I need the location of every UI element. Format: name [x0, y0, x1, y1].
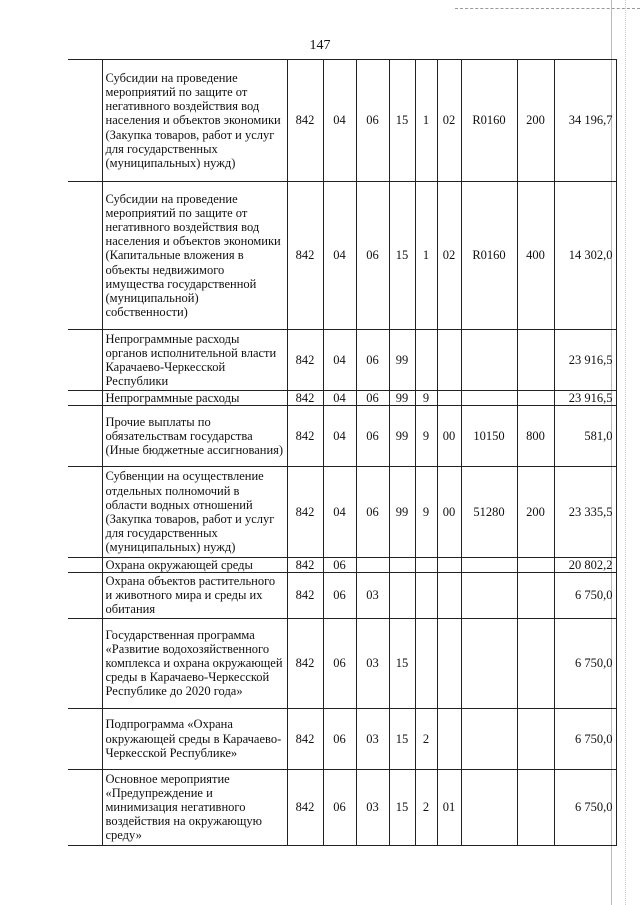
vr-code [517, 330, 554, 391]
direction-code [461, 573, 517, 619]
vr-code [517, 708, 554, 769]
blank-cell [68, 391, 102, 406]
table-row [68, 467, 616, 558]
row-sum: 23 335,5 [554, 467, 616, 558]
vr-code: 200 [517, 60, 554, 182]
pr-code: 06 [356, 330, 389, 391]
rz-code: 04 [323, 467, 356, 558]
direction-code: 10150 [461, 406, 517, 467]
ved-code: 842 [287, 467, 323, 558]
pr-code: 03 [356, 573, 389, 619]
direction-code [461, 708, 517, 769]
table-row [68, 330, 616, 391]
subprogram-code: 2 [415, 708, 437, 769]
program-code: 15 [389, 618, 415, 708]
measure-code: 01 [437, 769, 461, 845]
rz-code: 06 [323, 708, 356, 769]
row-name: Субвенции на осуществление отдельных полномочий в области водных отношений (Закупка товаров, работ и услуг для государственных (муниципальных) нужд) [102, 467, 287, 558]
ved-code: 842 [287, 558, 323, 573]
vr-code [517, 391, 554, 406]
rz-code: 04 [323, 60, 356, 182]
budget-table [68, 59, 617, 846]
subprogram-code: 2 [415, 769, 437, 845]
rz-code: 06 [323, 769, 356, 845]
page-number: 147 [309, 38, 331, 53]
direction-code [461, 618, 517, 708]
blank-cell [68, 60, 102, 182]
vr-code: 400 [517, 182, 554, 330]
measure-code [437, 391, 461, 406]
row-name: Государственная программа «Развитие водохозяйственного комплекса и охрана окружающей среды в Карачаево-Черкесской Республике до 2020 года» [102, 618, 287, 708]
row-name: Субсидии на проведение мероприятий по защите от негативного воздействия вод населения и объектов экономики (Закупка товаров, работ и услуг для государственных (муниципальных) нужд) [102, 60, 287, 182]
row-sum: 6 750,0 [554, 618, 616, 708]
rz-code: 06 [323, 558, 356, 573]
subprogram-code [415, 618, 437, 708]
pr-code: 03 [356, 769, 389, 845]
ved-code: 842 [287, 708, 323, 769]
pr-code: 06 [356, 391, 389, 406]
scan-edge-line-2 [625, 0, 626, 905]
ved-code: 842 [287, 573, 323, 619]
direction-code: R0160 [461, 60, 517, 182]
row-sum: 34 196,7 [554, 60, 616, 182]
table-row [68, 406, 616, 467]
program-code: 15 [389, 60, 415, 182]
measure-code [437, 573, 461, 619]
pr-code: 03 [356, 708, 389, 769]
direction-code [461, 558, 517, 573]
scan-top-dash [455, 8, 640, 9]
row-name: Основное мероприятие «Предупреждение и минимизация негативного воздействия на окружающую среду» [102, 769, 287, 845]
program-code: 99 [389, 391, 415, 406]
measure-code: 02 [437, 60, 461, 182]
subprogram-code: 1 [415, 182, 437, 330]
subprogram-code: 9 [415, 467, 437, 558]
subprogram-code [415, 573, 437, 619]
measure-code [437, 708, 461, 769]
ved-code: 842 [287, 406, 323, 467]
vr-code: 800 [517, 406, 554, 467]
ved-code: 842 [287, 391, 323, 406]
subprogram-code [415, 558, 437, 573]
ved-code: 842 [287, 618, 323, 708]
measure-code: 00 [437, 406, 461, 467]
row-sum: 6 750,0 [554, 708, 616, 769]
row-name: Охрана объектов растительного и животного мира и среды их обитания [102, 573, 287, 619]
pr-code: 06 [356, 60, 389, 182]
blank-cell [68, 618, 102, 708]
blank-cell [68, 573, 102, 619]
measure-code [437, 618, 461, 708]
blank-cell [68, 406, 102, 467]
row-sum: 14 302,0 [554, 182, 616, 330]
vr-code [517, 769, 554, 845]
measure-code: 02 [437, 182, 461, 330]
table-row [68, 391, 616, 406]
row-sum: 23 916,5 [554, 330, 616, 391]
subprogram-code: 9 [415, 391, 437, 406]
pr-code: 06 [356, 406, 389, 467]
vr-code [517, 558, 554, 573]
ved-code: 842 [287, 182, 323, 330]
subprogram-code: 1 [415, 60, 437, 182]
vr-code: 200 [517, 467, 554, 558]
table-row [68, 573, 616, 619]
pr-code [356, 558, 389, 573]
ved-code: 842 [287, 330, 323, 391]
rz-code: 06 [323, 573, 356, 619]
row-name: Прочие выплаты по обязательствам государства (Иные бюджетные ассигнования) [102, 406, 287, 467]
row-name: Непрограммные расходы [102, 391, 287, 406]
ved-code: 842 [287, 769, 323, 845]
row-name: Подпрограмма «Охрана окружающей среды в Карачаево-Черкесской Республике» [102, 708, 287, 769]
row-sum: 581,0 [554, 406, 616, 467]
row-name: Субсидии на проведение мероприятий по защите от негативного воздействия вод населения и объектов экономики (Капитальные вложения в объекты недвижимого имущества государственной (муниципальной) собственности) [102, 182, 287, 330]
measure-code [437, 558, 461, 573]
blank-cell [68, 558, 102, 573]
rz-code: 04 [323, 182, 356, 330]
pr-code: 06 [356, 182, 389, 330]
table-row [68, 769, 616, 845]
rz-code: 04 [323, 406, 356, 467]
measure-code: 00 [437, 467, 461, 558]
program-code: 15 [389, 769, 415, 845]
pr-code: 06 [356, 467, 389, 558]
rz-code: 04 [323, 391, 356, 406]
program-code: 15 [389, 708, 415, 769]
rz-code: 06 [323, 618, 356, 708]
rz-code: 04 [323, 330, 356, 391]
vr-code [517, 573, 554, 619]
table-row [68, 60, 616, 182]
row-sum: 6 750,0 [554, 573, 616, 619]
program-code: 99 [389, 330, 415, 391]
vr-code [517, 618, 554, 708]
direction-code: R0160 [461, 182, 517, 330]
row-name: Непрограммные расходы органов исполнительной власти Карачаево-Черкесской Республики [102, 330, 287, 391]
program-code [389, 573, 415, 619]
pr-code: 03 [356, 618, 389, 708]
direction-code [461, 330, 517, 391]
blank-cell [68, 708, 102, 769]
direction-code [461, 769, 517, 845]
program-code: 99 [389, 406, 415, 467]
blank-cell [68, 182, 102, 330]
table-row [68, 708, 616, 769]
program-code: 15 [389, 182, 415, 330]
program-code [389, 558, 415, 573]
row-sum: 6 750,0 [554, 769, 616, 845]
table-row [68, 182, 616, 330]
subprogram-code [415, 330, 437, 391]
subprogram-code: 9 [415, 406, 437, 467]
table-row [68, 558, 616, 573]
blank-cell [68, 330, 102, 391]
blank-cell [68, 467, 102, 558]
program-code: 99 [389, 467, 415, 558]
row-sum: 20 802,2 [554, 558, 616, 573]
measure-code [437, 330, 461, 391]
ved-code: 842 [287, 60, 323, 182]
blank-cell [68, 769, 102, 845]
row-name: Охрана окружающей среды [102, 558, 287, 573]
direction-code [461, 391, 517, 406]
table-row [68, 618, 616, 708]
row-sum: 23 916,5 [554, 391, 616, 406]
direction-code: 51280 [461, 467, 517, 558]
